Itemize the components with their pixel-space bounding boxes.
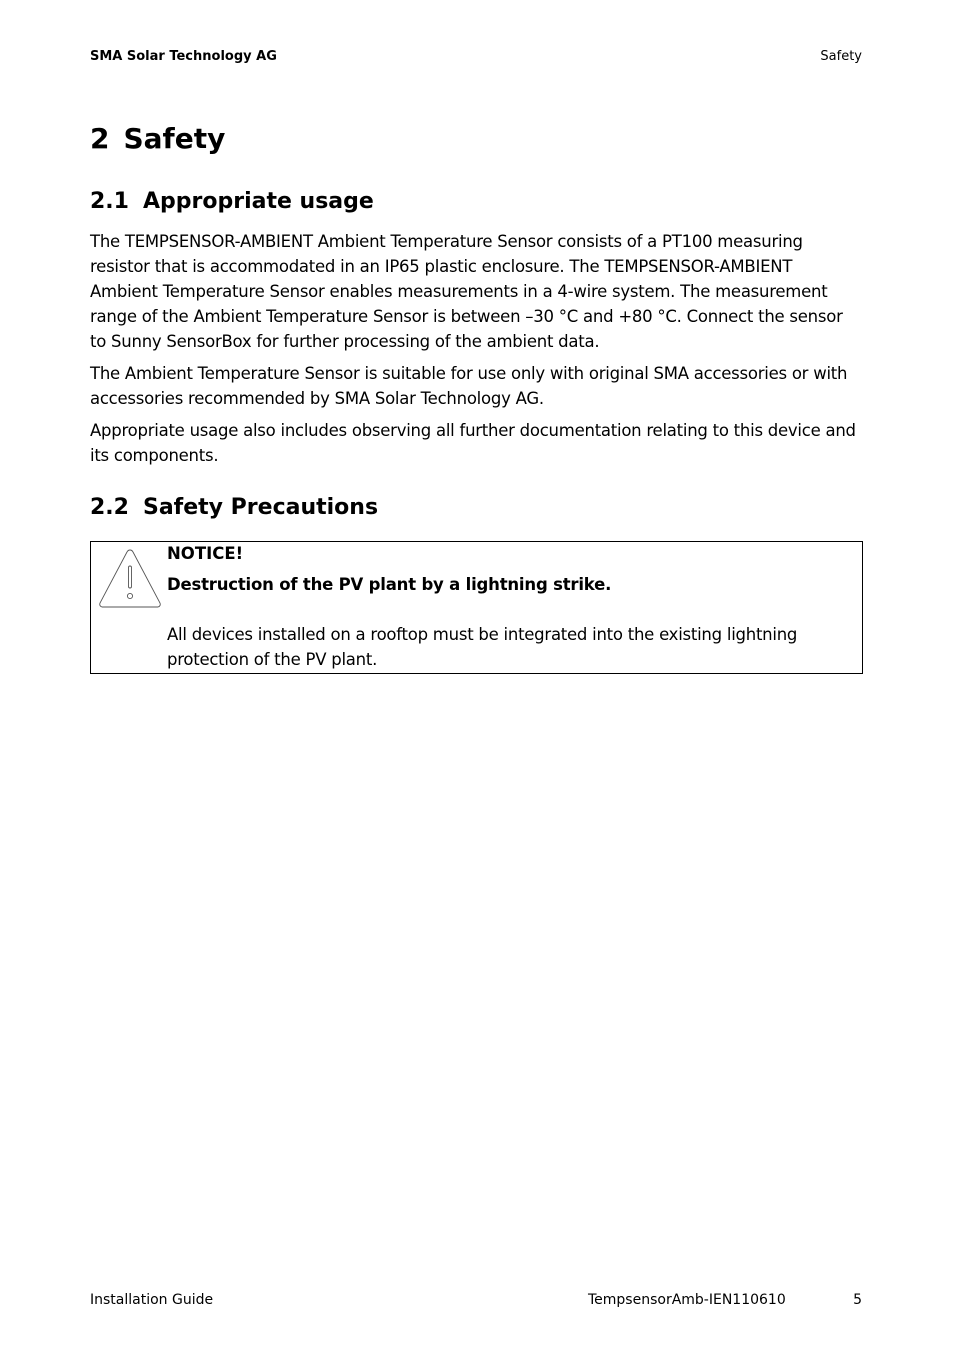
paragraph-documentation: Appropriate usage also includes observing all further documentation relating to this device and its components. <box>90 421 856 465</box>
header-company: SMA Solar Technology AG <box>90 49 277 64</box>
footer-document-title: Installation Guide <box>90 1292 214 1308</box>
section-number: 2.2 <box>90 495 129 520</box>
footer-page-number: 5 <box>853 1292 862 1308</box>
section-title: Appropriate usage <box>142 189 374 214</box>
notice-label: NOTICE! <box>167 544 244 563</box>
section-number: 2.1 <box>90 189 129 214</box>
section-title: Safety Precautions <box>142 495 379 520</box>
section-heading-appropriate-usage <box>90 189 374 214</box>
paragraph-accessories: The Ambient Temperature Sensor is suitable for use only with original SMA accessories or with accessories recommended by SMA Solar Technology AG. <box>90 364 848 408</box>
section-heading-safety-precautions <box>90 495 378 520</box>
notice-box <box>90 541 863 674</box>
notice-title: Destruction of the PV plant by a lightning strike. <box>167 575 612 594</box>
notice-text: All devices installed on a rooftop must be integrated into the existing lightning protection of the PV plant. <box>167 625 798 669</box>
warning-triangle-icon <box>96 548 164 610</box>
header-section: Safety <box>820 49 862 64</box>
chapter-heading <box>90 122 225 155</box>
chapter-title: Safety <box>123 122 226 155</box>
chapter-number: 2 <box>90 122 110 155</box>
paragraph-sensor-description: The TEMPSENSOR-AMBIENT Ambient Temperature Sensor consists of a PT100 measuring resistor that is accommodated in an IP65 plastic enclosure. The TEMPSENSOR-AMBIENT Ambient Temperature Sensor enables measurements in a 4-wire system. The measurement range of the Ambient Temperature Sensor is between –30 °C and +80 °C. Connect the sensor to Sunny SensorBox for further processing of the ambient data. <box>90 232 843 351</box>
footer-document-code: TempsensorAmb-IEN110610 <box>588 1292 786 1308</box>
